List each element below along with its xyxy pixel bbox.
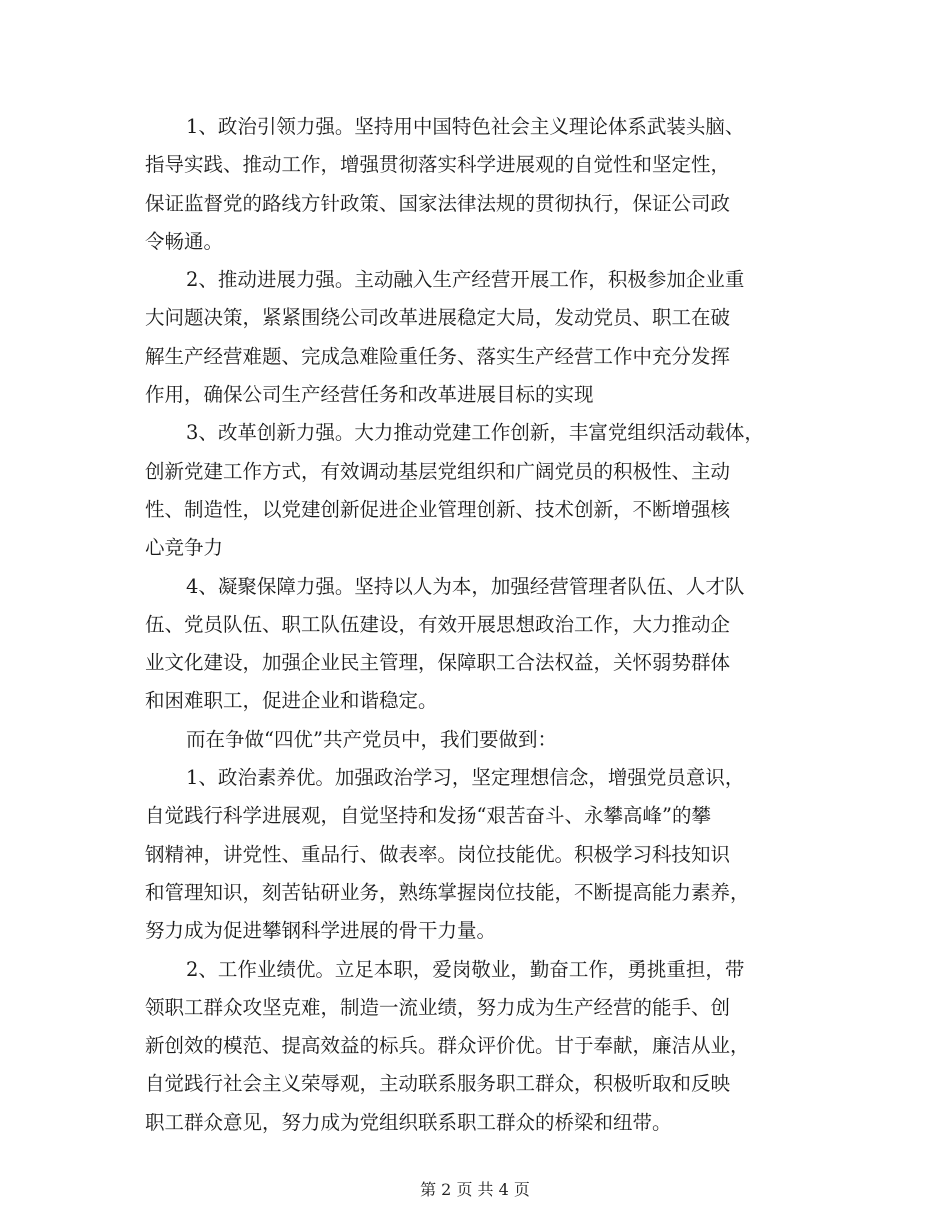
paragraph-line: 性、制造性，以党建创新促进企业管理创新、技术创新，不断增强核 (145, 497, 731, 521)
paragraph-line: 钢精神，讲党性、重品行、做表率。岗位技能优。积极学习科技知识 (145, 842, 731, 866)
paragraph-line: 大问题决策，紧紧围绕公司改革进展稳定大局，发动党员、职工在破 (145, 306, 731, 330)
paragraph-line: 伍、党员队伍、职工队伍建设，有效开展思想政治工作，大力推动企 (145, 612, 731, 636)
paragraph-first-line: 3、改革创新力强。大力推动党建工作创新，丰富党组织活动载体， (186, 421, 764, 445)
paragraph-line: 作用，确保公司生产经营任务和改革进展目标的实现 (145, 383, 594, 407)
paragraph-line: 自觉践行科学进展观，自觉坚持和发扬“艰苦奋斗、永攀高峰”的攀 (145, 804, 711, 828)
document-body (145, 108, 813, 1142)
paragraph-line: 和管理知识，刻苦钻研业务，熟练掌握岗位技能，不断提高能力素养， (145, 880, 750, 904)
paragraph-first-line: 2、推动进展力强。主动融入生产经营开展工作，积极参加企业重 (186, 268, 745, 292)
paragraph-line: 解生产经营难题、完成急难险重任务、落实生产经营工作中充分发挥 (145, 344, 731, 368)
paragraph-line: 和困难职工，促进企业和谐稳定。 (145, 689, 438, 713)
paragraph-line: 令畅通。 (145, 229, 224, 253)
paragraph-line: 指导实践、推动工作，增强贯彻落实科学进展观的自觉性和坚定性， (145, 153, 731, 177)
paragraph-line: 领职工群众攻坚克难，制造一流业绩，努力成为生产经营的能手、创 (145, 995, 731, 1019)
paragraph-first-line: 1、政治引领力强。坚持用中国特色社会主义理论体系武装头脑、 (186, 115, 745, 138)
paragraph-first-line: 1、政治素养优。加强政治学习，坚定理想信念，增强党员意识， (186, 766, 745, 790)
paragraph-line: 创新党建工作方式，有效调动基层党组织和广阔党员的积极性、主动 (145, 459, 731, 483)
paragraph-line: 业文化建设，加强企业民主管理，保障职工合法权益，关怀弱势群体 (145, 651, 731, 675)
paragraph-first-line: 4、凝聚保障力强。坚持以人为本，加强经营管理者队伍、人才队 (186, 574, 745, 598)
paragraph-line: 心竞争力 (145, 536, 224, 560)
paragraph-first-line: 而在争做“四优”共产党员中，我们要做到： (186, 727, 557, 751)
paragraph-first-line: 2、工作业绩优。立足本职，爱岗敬业，勤奋工作，勇挑重担，带 (186, 957, 745, 981)
paragraph-line: 职工群众意见，努力成为党组织联系职工群众的桥梁和纽带。 (145, 1110, 672, 1134)
paragraph-line: 新创效的模范、提高效益的标兵。群众评价优。甘于奉献，廉洁从业， (145, 1034, 750, 1058)
paragraph-line: 努力成为促进攀钢科学进展的骨干力量。 (145, 919, 497, 943)
paragraph-line: 保证监督党的路线方针政策、国家法律法规的贯彻执行，保证公司政 (145, 191, 731, 215)
paragraph-line: 自觉践行社会主义荣辱观，主动联系服务职工群众，积极听取和反映 (145, 1072, 731, 1096)
page-number-footer: 第 2 页 共 4 页 (420, 1180, 530, 1199)
